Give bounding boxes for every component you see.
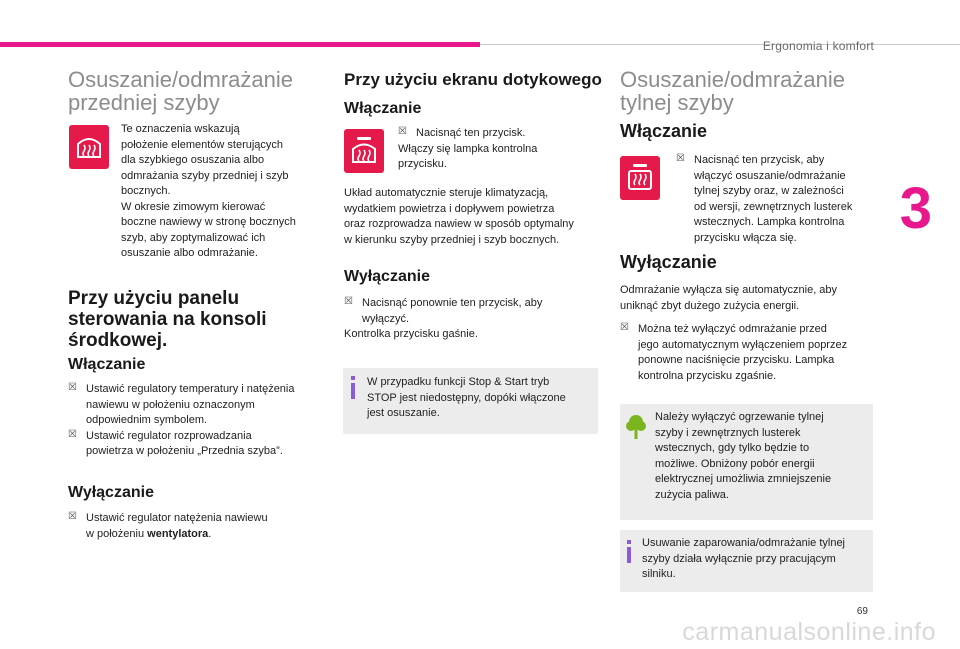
list-item: ☒ Nacisnąć ten przycisk. [398,126,526,139]
list-item: ☒ Ustawić regulator rozprowadzania powietrza w położeniu „Przednia szyba”. [68,428,283,457]
header-rule [480,44,960,45]
list-item: ☒ Nacisnąć ten przycisk, aby włączyć osuszanie/odmrażanie tylnej szyby oraz, w zależności od wersji, zewnętrznych lusterek wstecznych. Lampka kontrolna przycisku włącza się. [676,153,853,244]
rear-defrost-icon [620,156,660,200]
info-box-engine: Usuwanie zaparowania/odmrażanie tylnej szyby działa wyłącznie przy pracującym silniku. [620,530,873,592]
touchscreen-off-step: ☒ Nacisnąć ponownie ten przycisk, aby wyłączyć. Kontrolka przycisku gaśnie. [344,296,604,343]
list-item: ☒ Można też wyłączyć odmrażanie przed jego automatycznym wyłączeniem poprzez ponowne naciśnięcie przycisku. Lampka kontrolna przycisku zgaśnie. [620,322,848,382]
touchscreen-heading: Przy użyciu ekranu dotykowego [344,70,602,89]
front-defrost-icon [69,125,109,169]
front-defrost-intro: Te oznaczenia wskazują położenie elementów sterujących dla szybkiego osuszania albo odmrażania szyby przedniej i szyb bocznych. W okresie zimowym kierować boczne nawiewy w stronę bocznych szyb, aby zoptymalizować ich osuszanie albo odmrażanie. [121,123,296,259]
bullet-icon: ☒ [68,511,77,522]
eco-box: Należy wyłączyć ogrzewanie tylnej szyby i zewnętrznych lusterek wstecznych, gdy tylko będzie to możliwe. Obniżony pobór energii elektrycznej umożliwia zmniejszenie zużycia paliwa. [620,404,873,520]
panel-on-steps [68,382,330,460]
front-defrost-title: Osuszanie/odmrażanie przedniej szyby [68,67,294,115]
touchscreen-on-heading: Włączanie [344,100,422,117]
bullet-icon: ☒ [68,382,77,393]
bullet-icon: ☒ [398,126,407,137]
bullet-icon: ☒ [676,153,685,164]
header-accent-bar [0,42,480,47]
list-item: ☒ Ustawić regulator natężenia nawiewu w położeniu wentylatora. [68,511,268,540]
page-number: 69 [856,606,868,617]
front-defrost-icon [344,129,384,173]
info-box-stop-start: W przypadku funkcji Stop & Start tryb STOP jest niedostępny, dopóki włączone jest osuszanie. [343,368,598,434]
panel-on-heading: Włączanie [68,356,146,373]
list-item: ☒ Ustawić regulatory temperatury i natężenia nawiewu w położeniu oznaczonym odpowiednim symbolem. [68,382,295,426]
list-item: ☒ Nacisnąć ponownie ten przycisk, aby wyłączyć. [344,296,543,325]
section-title: Ergonomia i komfort [762,39,874,53]
watermark: carmanualsonline.info [682,618,936,646]
rear-off-step [620,322,880,384]
rear-on-step [676,153,876,246]
rear-on-heading: Włączanie [620,121,708,141]
panel-off-heading: Wyłączanie [68,484,154,501]
touchscreen-on-step: ☒ Nacisnąć ten przycisk. Włączy się lampka kontrolna przycisku. [398,126,588,173]
auto-description: Układ automatycznie steruje klimatyzacją, wydatkiem powietrza i dopływem powietrza oraz rozprowadza nawiew w sposób optymalny w kierunku szyby przedniej i szyb bocznych. [344,187,574,246]
panel-off-steps [68,511,330,542]
info-icon [350,376,357,398]
bullet-icon: ☒ [68,428,77,440]
rear-off-text: Odmrażanie wyłącza się automatycznie, aby uniknąć zbyt dużego zużycia energii. [620,284,838,312]
rear-off-heading: Wyłączanie [620,252,717,272]
touchscreen-off-heading: Wyłączanie [344,268,430,285]
panel-heading: Przy użyciu panelu sterowania na konsoli środkowej. [68,288,267,351]
bullet-icon: ☒ [344,296,353,307]
tree-icon [626,414,646,440]
rear-defrost-title: Osuszanie/odmrażanie tylnej szyby [620,67,846,115]
info-icon [626,540,633,562]
chapter-number: 3 [899,176,932,241]
bullet-icon: ☒ [620,322,629,333]
